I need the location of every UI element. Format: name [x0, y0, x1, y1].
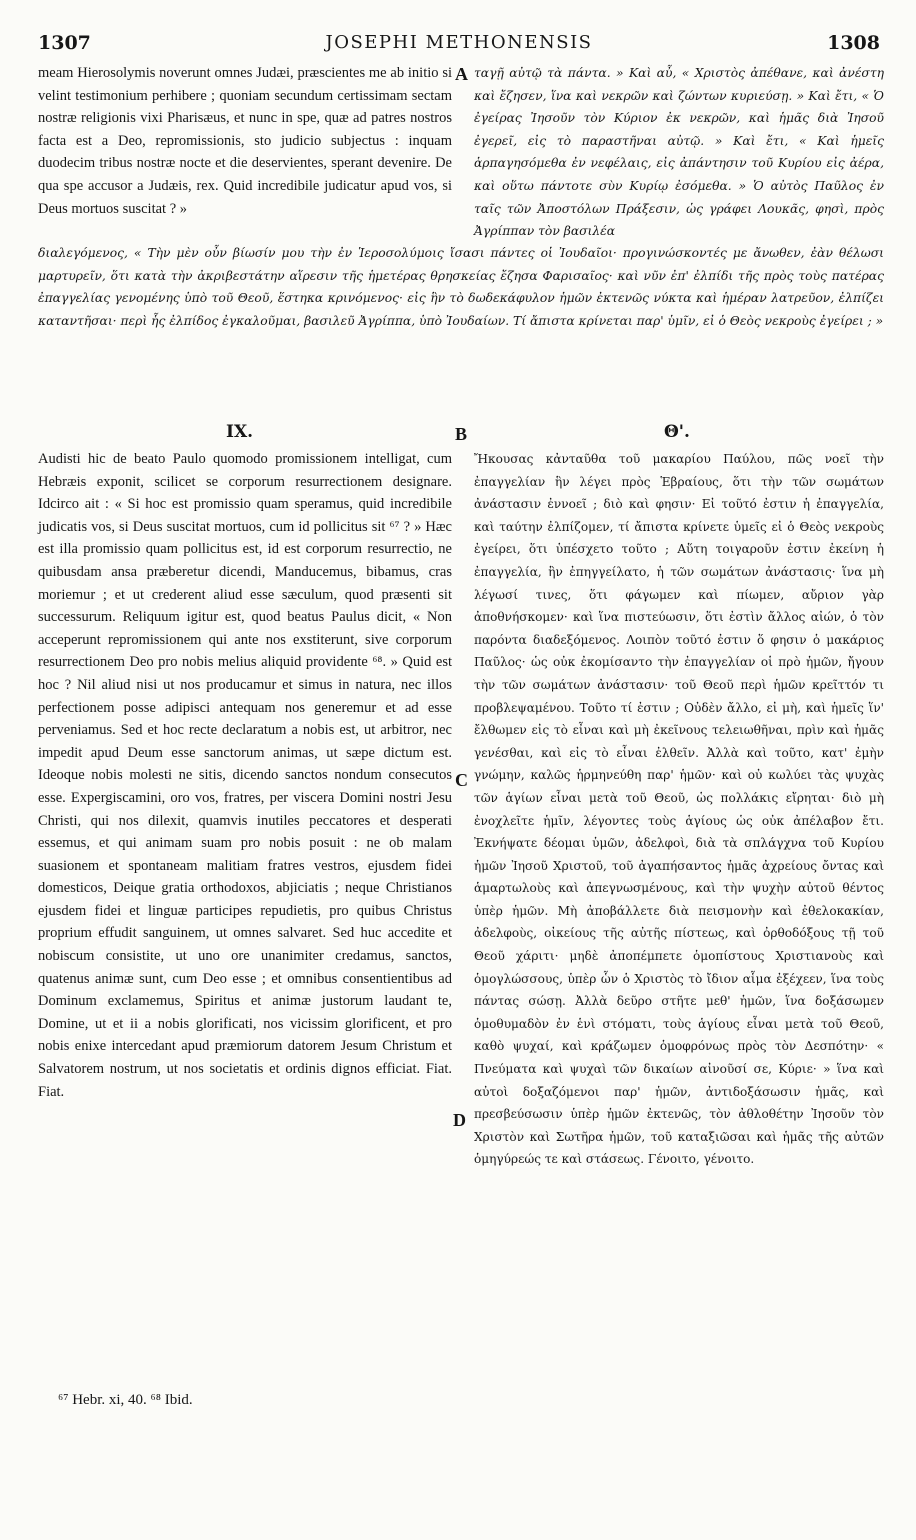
margin-marker-b: B	[455, 424, 468, 444]
full-width-greek-paragraph: διαλεγόμενος, « Τὴν μὲν οὖν βίωσίν μου τὴν ἐν Ἱεροσολύμοις ἴσασι πάντες οἱ Ἰουδαῖοι· προγινώσκοντές με ἄνωθεν, ἐὰν θέλωσι μαρτυρεῖν, ὅτι κατὰ τὴν ἀκριβεστάτην αἵρεσιν τῆς ἡμετέρας θρησκείας ἔζησα Φαρισαῖος· καὶ νῦν ἐπ' ἐλπίδι τῆς πρὸς τοὺς πατέρας ἐπαγγελίας γενομένης ὑπὸ τοῦ Θεοῦ, ἕστηκα κρινόμενος· εἰς ἣν τὸ δωδεκάφυλον ἡμῶν ἐκτενῶς νύκτα καὶ ἡμέραν λατρεῦον, ἐλπίζει καταντῆσαι· περὶ ἧς ἐλπίδος ἐγκαλοῦμαι, βασιλεῦ Ἀγρίππα, ὑπὸ Ἰουδαίων. Τί ἄπιστα κρίνεται παρ' ὑμῖν, εἰ ὁ Θεὸς νεκροὺς ἐγείρει ; »	[38, 246, 884, 328]
latin-section-text: Audisti hic de beato Paulo quomodo promissionem intelligat, cum Hebræis exponit, scilicet se corporum resurrectionem designare. Idcirco ait : « Si hoc est promissio quam speramus, quid incredibile judicatis vos, si Deus suscitat mortuos, cum id pollicitus sit ⁶⁷ ? » Hæc est illa promissio quam pollicitus est, id est corporum resurrectio, ne quibusdam ansa præberetur dicendi, Manducemus, bibamus, cras moriemur ; et ut crederent aliud esse sæculum, quod præsenti sit successurum. Reliquum igitur est, quod beatus Paulus dicit, « Non acceperunt repromissionem qui ante nos exstiterunt, sive corporum resurrectionem Deo pro nobis melius aliquid providente ⁶⁸. » Quid est hoc ? Nil aliud nisi ut nos producamur et simus in natura, nec illos perfectionem posse adipisci antequam nos generemur et ad esse perveniamus. Sed et hoc recte declaratum a nobis est, ut arbitror, nec impedit apud Deum esse sanctorum animas, ut sæpe dictum est. Ideoque nobis molesti ne sitis, dicendo sanctos nondum consecutos esse. Expergiscamini, oro vos, fratres, per viscera Domini nostri Jesu Christi, qui nos dilexit, quamvis inutiles peccatores et desperati essemus, et qui animam suam pro nobis posuit : ne ob malam suasionem et spontaneam malitiam fratres vestros, ejusdem fidei domesticos, Deique gratia orthodoxos, abjiciatis ; neque Christianos ejusdem fidei et linguæ participes repudietis, pro quibus Christus proprium effudit sanguinem, ut omnes salvaret. Sed huc accedite et nobiscum consistite, ut uno ore unanimiter credamus, sanctos, quatenus animæ sunt, cum Deo esse ; et omnibus consentientibus ad Dominum exclamemus, Spiritus et animæ justorum laudant te, Domine, ut et ii a nobis glorificati, nos vicissim glorificent, et pro nobis enixe intercedant apud præmiorum datorem Jesum Christum et Salvatorem nostrum, ut nos societatis et ordinis dignos efficiat. Fiat. Fiat.	[38, 451, 452, 1100]
running-title: JOSEPHI METHONENSIS	[325, 32, 593, 53]
margin-marker-d: D	[453, 1110, 466, 1130]
page-number-left: 1307	[38, 32, 91, 54]
margin-marker-c: C	[455, 770, 468, 790]
page-number-right: 1308	[827, 32, 880, 54]
margin-marker-a: A	[455, 64, 468, 84]
greek-section-text: Ἤκουσας κἀνταῦθα τοῦ μακαρίου Παύλου, πῶς νοεῖ τὴν ἐπαγγελίαν ἣν λέγει πρὸς Ἑβραίους, ὅτι τὴν τῶν σωμάτων ἀνάστασιν ἐννοεῖ ; διὸ καὶ φησιν· Εἰ τοῦτό ἐστιν ἡ ἐπαγγελία, καὶ ταύτην ἐλπίζομεν, τί ἄπιστα κρίνετε ὑμεῖς εἰ ὁ Θεὸς νεκροὺς ἐγείρει, ὅτι ὑπέσχετο τοῦτο ; Αὕτη τοιγαροῦν ἐστιν ἐκείνη ἡ ἐπαγγελία, ἣν ἐπηγγείλατο, ἡ τῶν σωμάτων ἀνάστασις· ἵνα μὴ λέγωσί τινες, ὅτι φάγωμεν καὶ πίωμεν, αὔριον γὰρ ἀποθνήσκομεν· καὶ ἵνα πιστεύωσιν, ὅτι ἐστὶν ἄλλος αἰών, ὁ τὸν παρόντα διαδεξόμενος. Λοιπὸν τοῦτό ἐστιν ὅ φησιν ὁ μακάριος Παῦλος· ὡς οὐκ ἐκομίσαντο τὴν ἐπαγγελίαν οἱ πρὸ ἡμῶν, ἤγουν τὴν τῶν σωμάτων ἀνάστασιν· τοῦ Θεοῦ περὶ ἡμῶν κρεῖττόν τι προβλεψαμένου. Τοῦτο τί ἐστιν ; Οὐδὲν ἄλλο, εἰ μὴ, καὶ ἡμεῖς ἵν' ἔλθωμεν εἰς τὸ εἶναι καὶ μὴ ἐκεῖνους τελειωθῆναι, πρὶν καὶ ἡμᾶς γενέσθαι, καὶ εἰς τὸ εἶναι ἐλθεῖν. Ἀλλὰ καὶ τοῦτο, κατ' ἐμὴν γνώμην, καλῶς ἡρμηνεύθη παρ' ἡμῶν· καὶ οὐ κωλύει τὰς ψυχὰς τῶν ἁγίων εἶναι μετὰ τοῦ Θεοῦ, ὡς πολλάκις εἴρηται· διὸ μὴ ἐνοχλεῖτε ἡμῖν, λέγοντες τοὺς ἁγίους ὡς οὐκ ἀπέλαβον ἔτι. Ἐκνήψατε δέομαι ὑμῶν, ἀδελφοὶ, διὰ τὰ σπλάγχνα τοῦ Κυρίου ἡμῶν Ἰησοῦ Χριστοῦ, τοῦ ἀγαπήσαντος ἡμᾶς ἀχρείους ὄντας καὶ ἁμαρτωλοὺς καὶ ἀπεγνωσμένους, καὶ τὴν ψυχὴν αὐτοῦ θέντος ὑπὲρ ἡμῶν. Μὴ ἀποβάλλετε διὰ πεισμονὴν καὶ ἐθελοκακίαν, ἀδελφοὺς, οἰκείους τῆς αὐτῆς πίστεως, καὶ ὀρθοδόξους τῇ τοῦ Θεοῦ χάριτι· μηδὲ ἀποπέμπετε ὁμοπίστους Χριστιανοὺς καὶ ὁμογλώσσους, ὑπὲρ ὧν ὁ Χριστὸς τὸ ἴδιον αἷμα ἐξέχεεν, ἵνα τοὺς πάντας σώσῃ. Ἀλλὰ δεῦρο στῆτε μεθ' ἡμῶν, ἵνα δοξάσωμεν ὁμοθυμαδὸν ἐν ἑνὶ στόματι, τοὺς ἁγίους εἶναι μετὰ τοῦ Θεοῦ, καθὸ ψυχαί, καὶ κράζωμεν ὁμοφρόνως πρὸς τὸν Δεσπότην· « Πνεύματα καὶ ψυχαὶ τῶν δικαίων αἰνοῦσί σε, Κύριε· » ἵνα καὶ αὐτοὶ δοξαζόμενοι παρ' ἡμῶν, ἀντιδοξάσωσιν ἡμᾶς, καὶ πρεσβεύσωσιν ὑπὲρ ἡμῶν ἐκτενῶς, τὸν ἀθλοθέτην Ἰησοῦν τὸν Χριστὸν καὶ Σωτῆρα ἡμῶν, τοῦ καταξιῶσαι καὶ ἡμᾶς τῆς αὐτῶν ὁμηγύρεώς τε καὶ στάσεως. Γένοιτο, γένοιτο.	[474, 452, 884, 1167]
latin-section-heading: IX.	[226, 422, 254, 442]
page-header	[38, 32, 880, 58]
greek-section-heading: Θ'.	[664, 422, 690, 442]
top-latin-column: meam Hierosolymis noverunt omnes Judæi, præscientes me ab initio si velint testimonium perhibere ; quoniam secundum certissimam sectam nostræ religionis vixi Pharisæus, et nunc in spe, quæ ad patres nostros facta est a Deo, repromissionis, sto judicio subjectus : inquam duodecim tribus nostræ nocte et die deservientes, sperant devenire. De qua spe accusor a Judæis, rex. Quid incredibile judicatur apud vos, si Deus mortuos suscitat ? »	[38, 65, 452, 217]
top-greek-column: ταγῇ αὐτῷ τὰ πάντα. » Καὶ αὖ, « Χριστὸς ἀπέθανε, καὶ ἀνέστη καὶ ἔζησεν, ἵνα καὶ νεκρῶν καὶ ζώντων κυριεύσῃ. » Καὶ ἔτι, « Ὁ ἐγείρας Ἰησοῦν τὸν Κύριον ἐκ νεκρῶν, καὶ ἡμᾶς διὰ Ἰησοῦ ἐγερεῖ, εἰς τὸ παραστῆναι αὐτῷ. » Καὶ ἔτι, « Καὶ ἡμεῖς ἁρπαγησόμεθα ἐν νεφέλαις, εἰς ἀπάντησιν τοῦ Κυρίου εἰς ἀέρα, καὶ οὕτω πάντοτε σὺν Κυρίῳ ἐσόμεθα. » Ὁ αὐτὸς Παῦλος ἐν ταῖς τῶν Ἀποστόλων Πράξεσιν, ὡς γράφει Λουκᾶς, φησὶ, πρὸς Ἀγρίππαν τὸν βασιλέα	[474, 66, 884, 239]
footnotes: ⁶⁷ Hebr. xi, 40. ⁶⁸ Ibid.	[58, 1392, 193, 1408]
